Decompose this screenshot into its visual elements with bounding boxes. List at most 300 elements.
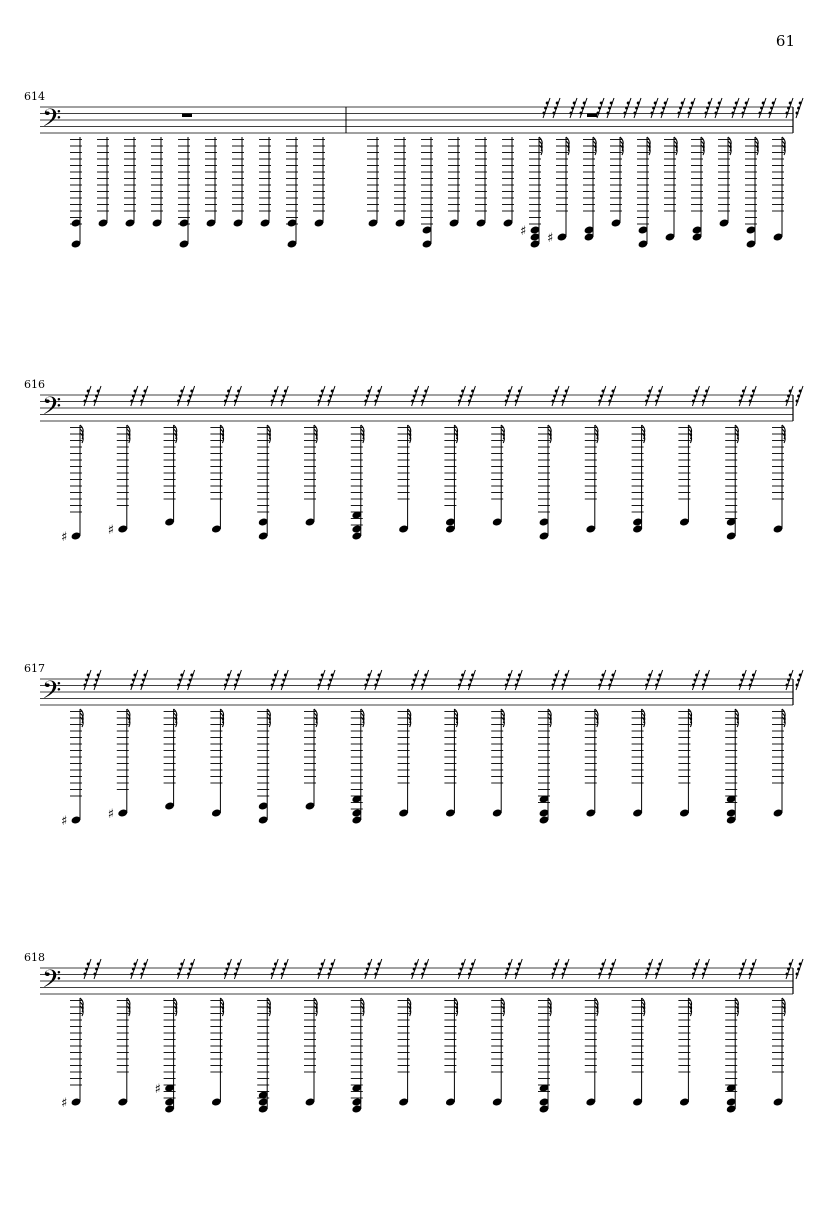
rest-stroke (84, 386, 91, 406)
rest-icon (608, 959, 616, 979)
chord (61, 959, 101, 1111)
whole-rest-icon (182, 114, 192, 118)
rest-icon (796, 98, 804, 118)
rest-stroke (188, 670, 195, 690)
rest-stroke (188, 386, 195, 406)
rest-stroke (597, 98, 604, 118)
rest-stroke (692, 959, 699, 979)
rest-stroke (562, 959, 569, 979)
rest-stroke (678, 98, 685, 118)
rest-icon (562, 959, 570, 979)
rest-stroke (375, 959, 382, 979)
rest-icon (645, 386, 653, 406)
rest-icon (739, 959, 747, 979)
rest-icon (374, 386, 382, 406)
rest-stroke (458, 386, 465, 406)
chord (178, 114, 192, 249)
rest-stroke (141, 386, 148, 406)
chord (772, 98, 803, 242)
rest-stroke (281, 670, 288, 690)
rest-stroke (739, 959, 746, 979)
chord (97, 137, 109, 228)
rest-icon (364, 959, 372, 979)
staff-drawing (0, 951, 835, 1211)
rest-stroke (131, 670, 138, 690)
rest-stroke (553, 98, 560, 118)
chord (367, 137, 379, 228)
rest-stroke (271, 959, 278, 979)
rest-stroke (375, 670, 382, 690)
rest-icon (597, 98, 605, 118)
bass-clef-icon: 𝄢 (42, 965, 62, 1000)
rest-icon (318, 670, 326, 690)
rest-icon (769, 98, 777, 118)
rest-stroke (786, 670, 793, 690)
rest-icon (702, 959, 710, 979)
staff-drawing (0, 662, 835, 922)
rest-stroke (318, 959, 325, 979)
rest-stroke (552, 959, 559, 979)
chord (502, 137, 514, 228)
sharp-icon: ♯ (61, 530, 68, 545)
rest-icon (739, 670, 747, 690)
rest-icon (281, 670, 289, 690)
rest-icon (328, 670, 336, 690)
rest-stroke (646, 386, 653, 406)
rest-icon (468, 959, 476, 979)
rest-icon (234, 959, 242, 979)
rest-icon (702, 670, 710, 690)
rest-icon (505, 959, 513, 979)
rest-stroke (796, 98, 803, 118)
rest-icon (271, 386, 279, 406)
rest-icon (692, 670, 700, 690)
rest-stroke (271, 386, 278, 406)
chord (664, 98, 695, 242)
chord (351, 670, 382, 825)
sharp-icon: ♯ (520, 224, 527, 239)
rest-icon (651, 98, 659, 118)
chord (257, 959, 288, 1114)
rest-icon (364, 670, 372, 690)
rest-stroke (702, 959, 709, 979)
chord (725, 670, 756, 825)
rest-stroke (318, 386, 325, 406)
rest-stroke (131, 386, 138, 406)
chord (155, 959, 195, 1114)
rest-icon (661, 98, 669, 118)
rest-stroke (84, 959, 91, 979)
rest-icon (140, 670, 148, 690)
rest-icon (562, 386, 570, 406)
measure-number: 617 (24, 662, 45, 675)
page-number: 61 (775, 32, 795, 50)
rest-stroke (178, 959, 185, 979)
rest-stroke (365, 670, 372, 690)
rest-icon (281, 386, 289, 406)
rest-icon (84, 386, 92, 406)
rest-stroke (749, 386, 756, 406)
rest-stroke (786, 386, 793, 406)
chord (491, 386, 522, 527)
rest-stroke (656, 670, 663, 690)
rest-stroke (178, 386, 185, 406)
rest-stroke (234, 959, 241, 979)
rest-icon (749, 959, 757, 979)
rest-icon (177, 670, 185, 690)
measure-number: 618 (24, 951, 45, 964)
rest-icon (655, 386, 663, 406)
rest-icon (224, 959, 232, 979)
chord (745, 98, 776, 249)
bass-clef-icon: 𝄢 (42, 104, 62, 139)
rest-stroke (94, 670, 101, 690)
rest-stroke (281, 959, 288, 979)
rest-icon (411, 959, 419, 979)
rest-icon (224, 386, 232, 406)
rest-icon (515, 386, 523, 406)
chord (151, 137, 163, 228)
chord (164, 386, 195, 527)
rest-stroke (715, 98, 722, 118)
chord (421, 137, 433, 249)
rest-icon (786, 670, 794, 690)
chord (394, 137, 406, 228)
rest-icon (749, 386, 757, 406)
rest-icon (130, 670, 138, 690)
rest-stroke (328, 959, 335, 979)
chord (448, 137, 460, 228)
chord (718, 98, 749, 228)
rest-icon (234, 670, 242, 690)
rest-icon (608, 386, 616, 406)
rest-icon (94, 959, 102, 979)
rest-icon (598, 386, 606, 406)
rest-stroke (796, 386, 803, 406)
rest-stroke (702, 386, 709, 406)
rest-icon (411, 386, 419, 406)
rest-icon (224, 670, 232, 690)
rest-icon (177, 386, 185, 406)
rest-stroke (599, 386, 606, 406)
rest-stroke (234, 386, 241, 406)
chord (70, 137, 82, 249)
rest-icon (598, 670, 606, 690)
staff-drawing (0, 90, 835, 350)
rest-icon (421, 386, 429, 406)
rest-icon (140, 386, 148, 406)
rest-icon (655, 959, 663, 979)
rest-icon (515, 959, 523, 979)
rest-icon (271, 959, 279, 979)
staff-system (0, 662, 835, 922)
rest-stroke (515, 959, 522, 979)
rest-icon (271, 670, 279, 690)
chord (164, 670, 195, 811)
chord (232, 137, 244, 228)
rest-stroke (702, 670, 709, 690)
rest-icon (678, 98, 686, 118)
chord (259, 137, 271, 228)
staff-drawing (0, 378, 835, 638)
rest-stroke (224, 386, 231, 406)
rest-stroke (562, 386, 569, 406)
rest-icon (796, 959, 804, 979)
rest-stroke (609, 959, 616, 979)
rest-stroke (609, 386, 616, 406)
rest-stroke (234, 670, 241, 690)
rest-stroke (769, 98, 776, 118)
rest-stroke (543, 98, 550, 118)
rest-icon (130, 386, 138, 406)
rest-stroke (705, 98, 712, 118)
chord (108, 670, 148, 822)
rest-icon (552, 959, 560, 979)
chord (205, 137, 217, 228)
rest-icon (655, 670, 663, 690)
rest-icon (786, 386, 794, 406)
rest-stroke (552, 386, 559, 406)
rest-stroke (759, 98, 766, 118)
sharp-icon: ♯ (154, 1082, 161, 1097)
rest-icon (328, 386, 336, 406)
rest-icon (608, 670, 616, 690)
rest-icon (318, 959, 326, 979)
rest-icon (796, 670, 804, 690)
measure-number: 616 (24, 378, 45, 391)
whole-rest-icon (587, 114, 597, 118)
rest-icon (570, 98, 578, 118)
rest-icon (715, 98, 723, 118)
rest-icon (786, 98, 794, 118)
rest-icon (84, 670, 92, 690)
sharp-icon: ♯ (61, 1096, 68, 1111)
sharp-icon: ♯ (107, 523, 115, 538)
rest-icon (505, 386, 513, 406)
chord (538, 670, 569, 825)
chord (351, 386, 382, 541)
chord (538, 959, 569, 1114)
rest-stroke (468, 386, 475, 406)
rest-stroke (365, 959, 372, 979)
rest-stroke (505, 386, 512, 406)
rest-stroke (468, 959, 475, 979)
rest-stroke (412, 386, 419, 406)
rest-stroke (607, 98, 614, 118)
chord (257, 670, 288, 825)
rest-stroke (661, 98, 668, 118)
rest-icon (702, 386, 710, 406)
rest-stroke (634, 98, 641, 118)
rest-stroke (131, 959, 138, 979)
rest-icon (732, 98, 740, 118)
rest-stroke (375, 386, 382, 406)
rest-stroke (422, 386, 429, 406)
chord (475, 137, 487, 228)
chord (304, 386, 335, 527)
rest-stroke (786, 98, 793, 118)
rest-icon (796, 386, 804, 406)
chord (304, 670, 335, 811)
rest-icon (458, 386, 466, 406)
rest-stroke (328, 670, 335, 690)
rest-stroke (141, 670, 148, 690)
rest-icon (692, 386, 700, 406)
rest-stroke (786, 959, 793, 979)
rest-icon (552, 670, 560, 690)
sharp-icon: ♯ (547, 231, 554, 246)
rest-icon (562, 670, 570, 690)
rest-icon (543, 98, 551, 118)
rest-icon (598, 959, 606, 979)
rest-icon (645, 959, 653, 979)
rest-stroke (515, 386, 522, 406)
rest-icon (688, 98, 696, 118)
rest-icon (786, 959, 794, 979)
rest-stroke (328, 386, 335, 406)
rest-icon (187, 670, 195, 690)
rest-stroke (84, 670, 91, 690)
chord (678, 386, 709, 527)
rest-stroke (749, 959, 756, 979)
rest-stroke (692, 386, 699, 406)
rest-icon (234, 386, 242, 406)
chord (538, 386, 569, 541)
rest-icon (318, 386, 326, 406)
rest-stroke (468, 670, 475, 690)
rest-icon (553, 98, 561, 118)
rest-stroke (739, 386, 746, 406)
rest-stroke (178, 670, 185, 690)
rest-stroke (570, 98, 577, 118)
chord (313, 137, 325, 228)
rest-icon (645, 670, 653, 690)
rest-icon (580, 98, 588, 118)
rest-stroke (796, 959, 803, 979)
sharp-icon: ♯ (61, 814, 68, 829)
rest-stroke (656, 959, 663, 979)
rest-icon (505, 670, 513, 690)
rest-stroke (796, 670, 803, 690)
bass-clef-icon: 𝄢 (42, 676, 62, 711)
rest-stroke (646, 959, 653, 979)
rest-stroke (224, 670, 231, 690)
rest-icon (140, 959, 148, 979)
rest-stroke (562, 670, 569, 690)
rest-stroke (94, 959, 101, 979)
rest-icon (515, 670, 523, 690)
rest-stroke (365, 386, 372, 406)
rest-icon (421, 959, 429, 979)
rest-stroke (599, 959, 606, 979)
rest-icon (742, 98, 750, 118)
rest-stroke (458, 670, 465, 690)
rest-stroke (412, 959, 419, 979)
chord (725, 386, 756, 541)
chord (520, 98, 560, 249)
rest-stroke (732, 98, 739, 118)
rest-icon (739, 386, 747, 406)
rest-stroke (458, 959, 465, 979)
chord (61, 670, 101, 829)
rest-stroke (609, 670, 616, 690)
rest-icon (552, 386, 560, 406)
rest-stroke (692, 670, 699, 690)
staff-system (0, 90, 835, 350)
rest-stroke (688, 98, 695, 118)
rest-icon (84, 959, 92, 979)
chord (351, 959, 382, 1114)
chord (725, 959, 756, 1114)
rest-stroke (742, 98, 749, 118)
rest-stroke (281, 386, 288, 406)
rest-stroke (422, 670, 429, 690)
rest-icon (759, 98, 767, 118)
rest-icon (94, 386, 102, 406)
rest-icon (458, 670, 466, 690)
bass-clef-icon: 𝄢 (42, 392, 62, 427)
rest-icon (130, 959, 138, 979)
chord (257, 386, 288, 541)
rest-icon (692, 959, 700, 979)
rest-stroke (318, 670, 325, 690)
rest-icon (364, 386, 372, 406)
rest-stroke (749, 670, 756, 690)
chord (691, 98, 722, 242)
rest-icon (634, 98, 642, 118)
rest-icon (187, 959, 195, 979)
rest-stroke (505, 959, 512, 979)
chord (637, 98, 668, 249)
rest-stroke (515, 670, 522, 690)
measure-number: 614 (24, 90, 45, 103)
rest-stroke (141, 959, 148, 979)
rest-icon (374, 670, 382, 690)
staff-system (0, 951, 835, 1211)
chord (61, 386, 101, 545)
rest-icon (468, 670, 476, 690)
staff-system (0, 378, 835, 638)
rest-icon (421, 670, 429, 690)
rest-stroke (271, 670, 278, 690)
rest-icon (624, 98, 632, 118)
chord (124, 137, 136, 228)
rest-icon (187, 386, 195, 406)
rest-stroke (224, 959, 231, 979)
rest-stroke (580, 98, 587, 118)
rest-icon (177, 959, 185, 979)
rest-stroke (188, 959, 195, 979)
rest-stroke (739, 670, 746, 690)
chord (583, 98, 614, 242)
rest-icon (705, 98, 713, 118)
rest-stroke (552, 670, 559, 690)
rest-icon (468, 386, 476, 406)
rest-icon (458, 959, 466, 979)
rest-stroke (505, 670, 512, 690)
rest-stroke (646, 670, 653, 690)
rest-icon (281, 959, 289, 979)
rest-stroke (624, 98, 631, 118)
rest-icon (607, 98, 615, 118)
rest-stroke (422, 959, 429, 979)
rest-icon (328, 959, 336, 979)
rest-stroke (94, 386, 101, 406)
chord (286, 137, 298, 249)
rest-icon (411, 670, 419, 690)
chord (610, 98, 641, 228)
chord (108, 386, 148, 538)
